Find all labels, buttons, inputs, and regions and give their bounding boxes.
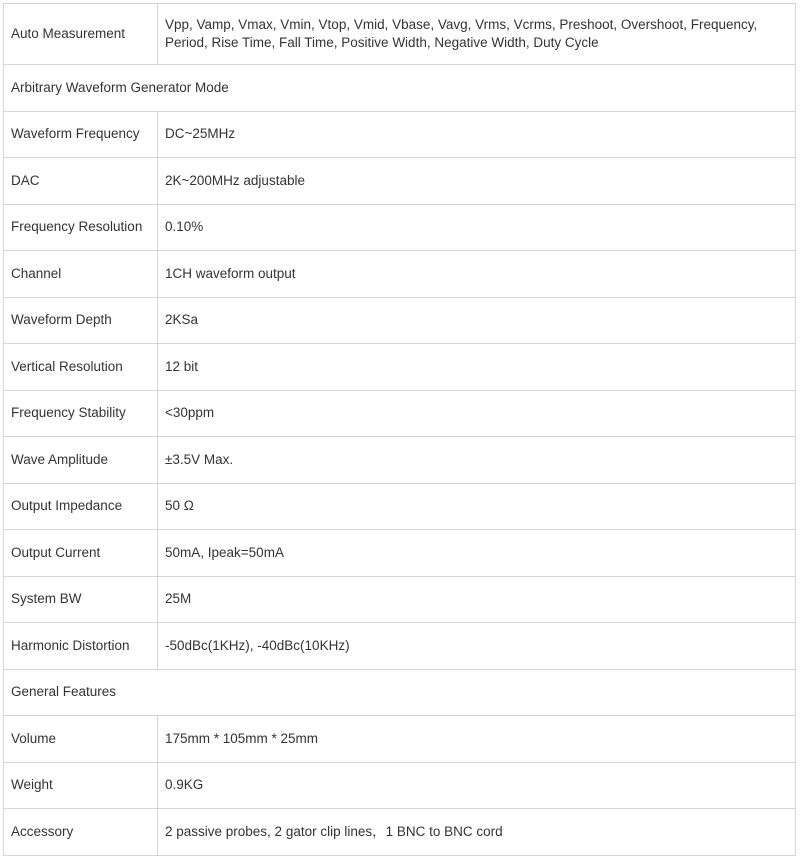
spec-label: Volume [4,716,158,763]
spec-value: -50dBc(1KHz), -40dBc(10KHz) [158,623,796,670]
spec-label: DAC [4,158,158,205]
spec-row-channel [4,251,796,298]
spec-value: 25M [158,576,796,623]
spec-label: Harmonic Distortion [4,623,158,670]
spec-label: Waveform Depth [4,297,158,344]
spec-value: 1CH waveform output [158,251,796,298]
spec-value: <30ppm [158,390,796,437]
spec-label: Frequency Resolution [4,204,158,251]
section-header-general-features: General Features [4,669,796,716]
section-header-row [4,669,796,716]
spec-value: 12 bit [158,344,796,391]
spec-label: Output Impedance [4,483,158,530]
spec-label: Weight [4,762,158,809]
spec-value: 2 passive probes, 2 gator clip lines，1 BNC to BNC cord [158,809,796,856]
spec-label: Channel [4,251,158,298]
spec-label: System BW [4,576,158,623]
spec-row-harmonic-distortion [4,623,796,670]
spec-label: Auto Measurement [4,4,158,65]
spec-label: Waveform Frequency [4,111,158,158]
spec-value: 175mm * 105mm * 25mm [158,716,796,763]
spec-value: Vpp, Vamp, Vmax, Vmin, Vtop, Vmid, Vbase, Vavg, Vrms, Vcrms, Preshoot, Overshoot, Frequency, Period, Rise Time, Fall Time, Positive Width, Negative Width, Duty Cycle [158,4,796,65]
spec-value: 50 Ω [158,483,796,530]
spec-row-accessory [4,809,796,856]
spec-row-waveform-depth [4,297,796,344]
spec-row-dac [4,158,796,205]
spec-value: 50mA, Ipeak=50mA [158,530,796,577]
spec-row-wave-amplitude [4,437,796,484]
spec-row-weight [4,762,796,809]
spec-value: 2KSa [158,297,796,344]
specification-table [3,3,796,856]
spec-value: ±3.5V Max. [158,437,796,484]
spec-value: 0.10% [158,204,796,251]
spec-row-auto-measurement [4,4,796,65]
spec-row-vertical-resolution [4,344,796,391]
section-header-row [4,65,796,112]
spec-row-system-bw [4,576,796,623]
spec-row-frequency-stability [4,390,796,437]
spec-label: Vertical Resolution [4,344,158,391]
spec-row-output-impedance [4,483,796,530]
spec-row-waveform-frequency [4,111,796,158]
spec-label: Output Current [4,530,158,577]
spec-value: 0.9KG [158,762,796,809]
spec-value: DC~25MHz [158,111,796,158]
spec-label: Wave Amplitude [4,437,158,484]
spec-row-output-current [4,530,796,577]
spec-label: Frequency Stability [4,390,158,437]
spec-value: 2K~200MHz adjustable [158,158,796,205]
spec-row-volume [4,716,796,763]
spec-row-frequency-resolution [4,204,796,251]
spec-label: Accessory [4,809,158,856]
section-header-awg-mode: Arbitrary Waveform Generator Mode [4,65,796,112]
